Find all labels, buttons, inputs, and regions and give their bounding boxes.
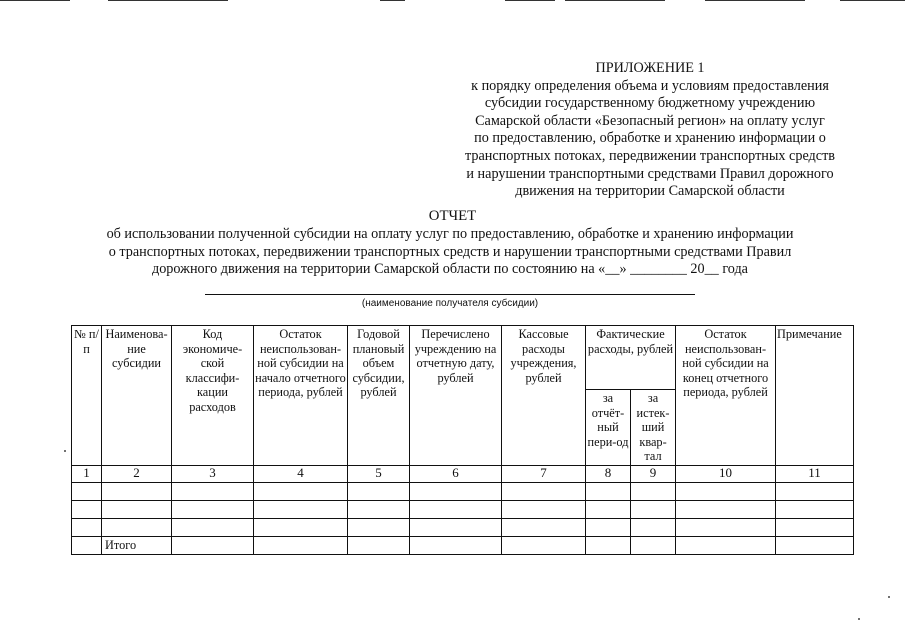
scan-edge-line — [565, 0, 665, 1]
table-cell[interactable] — [502, 536, 586, 554]
table-cell[interactable] — [172, 518, 254, 536]
column-number: 10 — [676, 465, 776, 482]
header-note: Примечание — [776, 326, 854, 466]
header-balance-start: Остаток неиспользован-ной субсидии на начало отчетного периода, рублей — [254, 326, 348, 466]
header-transferred: Перечислено учреждению на отчетную дату, рублей — [410, 326, 502, 466]
appendix-line: субсидии государственному бюджетному учреждению — [484, 95, 816, 112]
table-cell[interactable] — [348, 482, 410, 500]
table-cell[interactable] — [72, 518, 102, 536]
column-number: 6 — [410, 465, 502, 482]
table-cell[interactable] — [410, 518, 502, 536]
table-cell[interactable] — [254, 500, 348, 518]
column-number: 4 — [254, 465, 348, 482]
table-cell[interactable] — [676, 500, 776, 518]
header-no: № п/п — [72, 326, 102, 466]
table-cell[interactable] — [102, 482, 172, 500]
column-number: 3 — [172, 465, 254, 482]
table-cell[interactable] — [254, 518, 348, 536]
appendix-line: транспортных потоках, передвижении транспортных средств — [465, 147, 835, 164]
table-cell[interactable] — [410, 500, 502, 518]
table-cell[interactable] — [586, 482, 631, 500]
table-cell[interactable] — [348, 500, 410, 518]
table-cell[interactable] — [172, 482, 254, 500]
scan-edge-line — [840, 0, 905, 1]
appendix-line: движения на территории Самарской области — [515, 183, 785, 200]
table-cell[interactable] — [502, 500, 586, 518]
table-cell[interactable] — [676, 518, 776, 536]
scan-edge-line — [380, 0, 405, 1]
header-cash: Кассовые расходы учреждения, рублей — [502, 326, 586, 466]
table-cell[interactable] — [254, 482, 348, 500]
header-balance-end: Остаток неиспользован-ной субсидии на конец отчетного периода, рублей — [676, 326, 776, 466]
header-actual: Фактические расходы, рублей — [586, 326, 676, 390]
table-cell[interactable] — [631, 482, 676, 500]
table-cell[interactable] — [586, 536, 631, 554]
table-cell[interactable] — [172, 500, 254, 518]
header-name: Наименова-ние субсидии — [102, 326, 172, 466]
total-row — [72, 536, 854, 554]
table-cell[interactable] — [631, 518, 676, 536]
scan-edge-line — [705, 0, 805, 1]
report-table — [71, 325, 854, 555]
recipient-caption: (наименование получателя субсидии) — [361, 298, 539, 309]
column-number: 2 — [102, 465, 172, 482]
column-number: 11 — [776, 465, 854, 482]
report-subtitle — [60, 226, 840, 279]
table-row — [72, 482, 854, 500]
header-annual: Годовой плановый объем субсидии, рублей — [348, 326, 410, 466]
table-row — [72, 500, 854, 518]
table-cell[interactable] — [410, 536, 502, 554]
scan-edge-line — [108, 0, 228, 1]
table-cell[interactable] — [676, 482, 776, 500]
table-cell[interactable] — [254, 536, 348, 554]
column-number: 9 — [631, 465, 676, 482]
scan-edge-line — [0, 0, 70, 1]
table-cell[interactable] — [410, 482, 502, 500]
table-cell[interactable] — [631, 500, 676, 518]
appendix-line: и нарушении транспортными средствами Правил дорожного — [466, 165, 834, 182]
table-cell[interactable] — [776, 482, 854, 500]
table-cell[interactable] — [502, 518, 586, 536]
table-cell[interactable] — [172, 536, 254, 554]
table-cell[interactable] — [586, 500, 631, 518]
scan-speck — [858, 618, 860, 620]
appendix-block — [440, 60, 860, 201]
table-cell[interactable] — [586, 518, 631, 536]
table-cell[interactable] — [631, 536, 676, 554]
table-cell[interactable] — [102, 500, 172, 518]
header-code: Код экономиче-ской классифи-кации расходов — [172, 326, 254, 466]
appendix-line: Самарской области «Безопасный регион» на оплату услуг — [475, 112, 825, 129]
column-number: 5 — [348, 465, 410, 482]
column-number: 8 — [586, 465, 631, 482]
table-cell[interactable] — [776, 500, 854, 518]
header-actual-period: за отчёт-ный пери-од — [586, 390, 631, 466]
column-number: 1 — [72, 465, 102, 482]
table-cell[interactable] — [676, 536, 776, 554]
report-subtitle-line: дорожного движения на территории Самарской области по состоянию на «__» ________ 20__ года — [152, 261, 748, 278]
column-number: 7 — [502, 465, 586, 482]
scan-speck — [888, 596, 890, 598]
table-row — [72, 518, 854, 536]
total-label: Итого — [102, 536, 172, 554]
table-cell[interactable] — [102, 518, 172, 536]
table-cell[interactable] — [348, 536, 410, 554]
table-cell[interactable] — [776, 536, 854, 554]
table-cell[interactable] — [72, 500, 102, 518]
report-subtitle-line: об использовании полученной субсидии на оплату услуг по предоставлению, обработке и хранению информации — [106, 226, 794, 242]
scan-speck — [64, 450, 66, 452]
appendix-line: по предоставлению, обработке и хранению информации о — [474, 130, 826, 147]
report-subtitle-line: о транспортных потоках, передвижении транспортных средств и нарушении транспортными средствами Правил — [108, 243, 792, 260]
appendix-title: ПРИЛОЖЕНИЕ 1 — [595, 60, 705, 76]
table-cell[interactable] — [502, 482, 586, 500]
table-cell[interactable] — [72, 482, 102, 500]
scan-edge-line — [505, 0, 555, 1]
appendix-line: к порядку определения объема и условиям предоставления — [471, 77, 829, 94]
header-actual-quarter: за истек-ший квар-тал — [631, 390, 676, 466]
table-cell[interactable] — [72, 536, 102, 554]
report-title: ОТЧЕТ — [428, 208, 477, 224]
table-cell[interactable] — [348, 518, 410, 536]
recipient-name-line[interactable] — [205, 294, 695, 295]
table-cell[interactable] — [776, 518, 854, 536]
